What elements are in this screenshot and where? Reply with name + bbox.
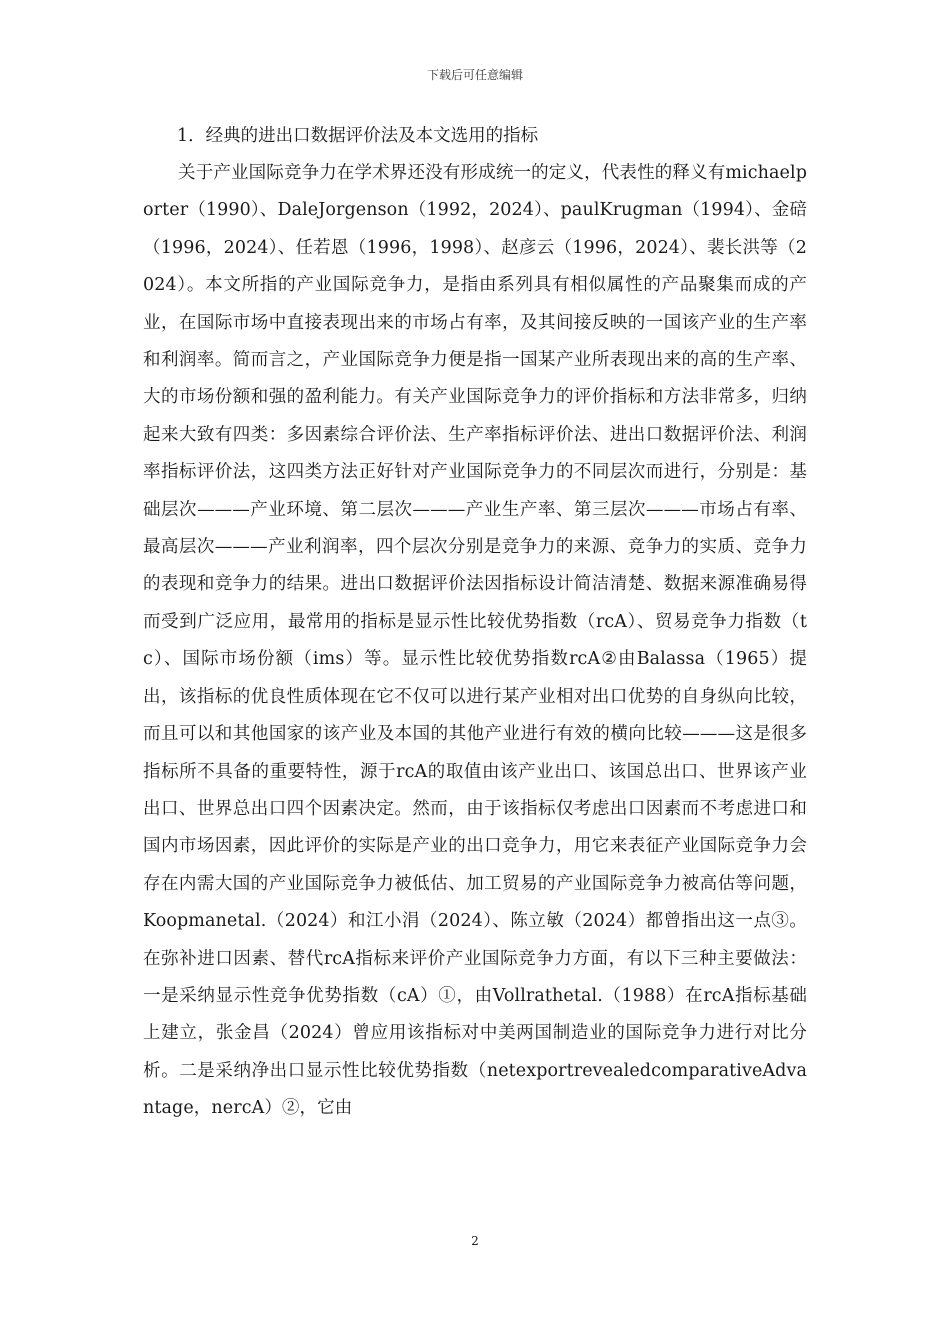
page-number: 2 [471,1234,479,1248]
page-header: 下载后可任意编辑 [426,68,523,82]
document-body [143,118,807,1128]
body-paragraph: 关于产业国际竞争力在学术界还没有形成统一的定义，代表性的释义有michaelporter（1990）、DaleJorgenson（1992，2024）、paulKrugman（1994）、金碚（1996，2024）、任若恩（1996，1998）、赵彦云（1996，2024）、裴长洪等（2024）。本文所指的产业国际竞争力，是指由系列具有相似属性的产品聚集而成的产业，在国际市场中直接表现出来的市场占有率，及其间接反映的一国该产业的生产率和利润率。简而言之，产业国际竞争力便是指一国某产业所表现出来的高的生产率、大的市场份额和强的盈利能力。有关产业国际竞争力的评价指标和方法非常多，归纳起来大致有四类：多因素综合评价法、生产率指标评价法、进出口数据评价法、利润率指标评价法，这四类方法正好针对产业国际竞争力的不同层次而进行，分别是：基础层次———产业环境、第二层次———产业生产率、第三层次———市场占有率、最高层次———产业利润率，四个层次分别是竞争力的来源、竞争力的实质、竞争力的表现和竞争力的结果。进出口数据评价法因指标设计简洁清楚、数据来源准确易得而受到广泛应用，最常用的指标是显示性比较优势指数（rcA）、贸易竞争力指数（tc）、国际市场份额（ims）等。显示性比较优势指数rcA②由Balassa（1965）提出，该指标的优良性质体现在它不仅可以进行某产业相对出口优势的自身纵向比较，而且可以和其他国家的该产业及本国的其他产业进行有效的横向比较———这是很多指标所不具备的重要特性，源于rcA的取值由该产业出口、该国总出口、世界该产业出口、世界总出口四个因素决定。然而，由于该指标仅考虑出口因素而不考虑进口和国内市场因素，因此评价的实际是产业的出口竞争力，用它来表征产业国际竞争力会存在内需大国的产业国际竞争力被低估、加工贸易的产业国际竞争力被高估等问题，Koopmanetal.（2024）和江小涓（2024）、陈立敏（2024）都曾指出这一点③。在弥补进口因素、替代rcA指标来评价产业国际竞争力方面，有以下三种主要做法：一是采纳显示性竞争优势指数（cA）①，由Vollrathetal.（1988）在rcA指标基础上建立，张金昌（2024）曾应用该指标对中美两国制造业的国际竞争力进行对比分析。二是采纳净出口显示性比较优势指数（netexportrevealedcomparativeAdvantage，nercA）②，它由 [143,163,807,1119]
section-heading: 1．经典的进出口数据评价法及本文选用的指标 [177,126,539,146]
